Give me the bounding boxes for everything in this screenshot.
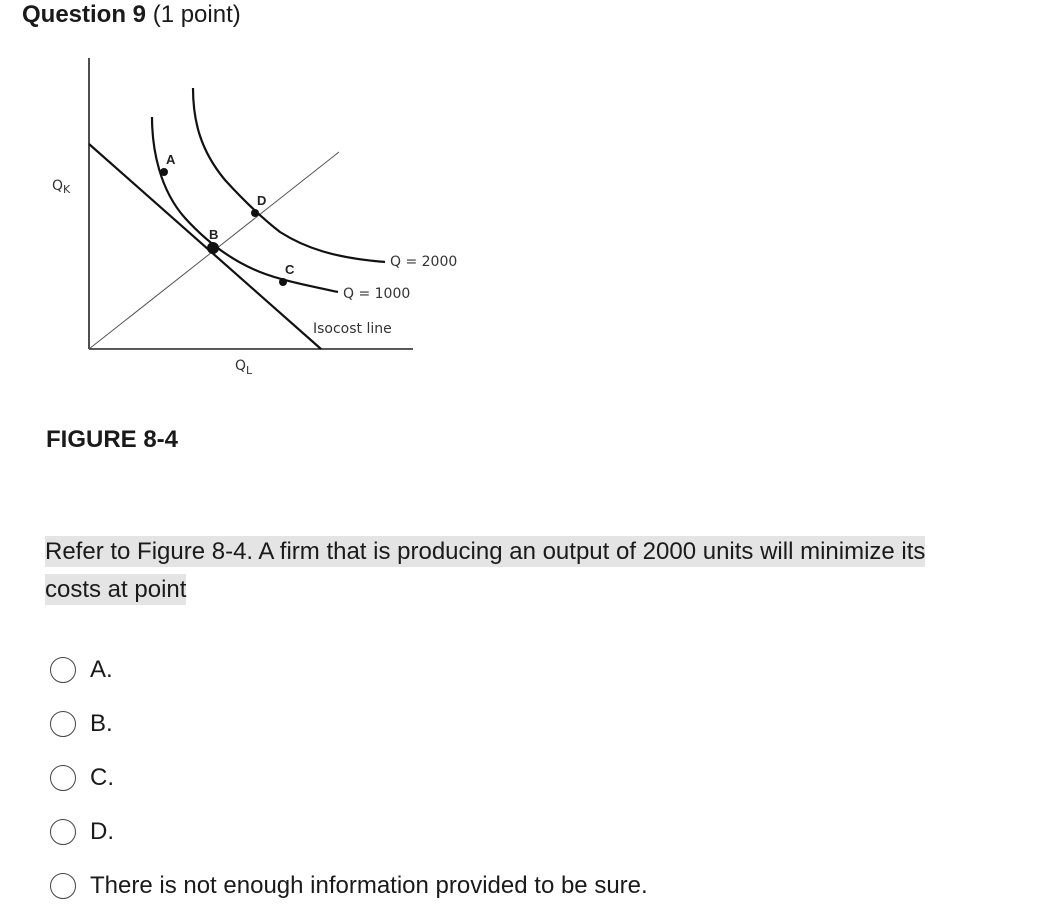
figure-8-4 <box>0 40 480 400</box>
y-axis-label <box>52 178 71 196</box>
y-axis-label-main: Q <box>52 178 64 194</box>
option-c[interactable] <box>50 751 950 805</box>
point-a <box>160 168 168 176</box>
isoquant-q2000 <box>193 88 385 262</box>
point-b <box>207 242 219 254</box>
question-prompt <box>45 533 1010 609</box>
option-a[interactable] <box>50 643 950 697</box>
point-c <box>279 278 287 286</box>
option-label-d: D. <box>90 818 114 845</box>
curve-q2000-label: Q = 2000 <box>390 254 458 270</box>
point-d-label: D <box>257 193 267 208</box>
radio-button-d[interactable] <box>50 819 76 845</box>
point-b-label: B <box>209 227 219 242</box>
option-label-e: There is not enough information provided to be sure. <box>90 872 648 899</box>
option-b[interactable] <box>50 697 950 751</box>
answer-options <box>50 643 950 913</box>
radio-button-a[interactable] <box>50 657 76 683</box>
radio-button-c[interactable] <box>50 765 76 791</box>
point-c-label: C <box>285 262 295 277</box>
y-axis-label-sub: K <box>63 183 71 196</box>
isoquant-diagram <box>0 40 480 400</box>
question-header <box>22 0 241 30</box>
option-label-c: C. <box>90 764 114 791</box>
isoquant-q1000 <box>152 117 338 292</box>
curve-q1000-label: Q = 1000 <box>343 286 411 302</box>
question-prompt-line1: Refer to Figure 8-4. A firm that is producing an output of 2000 units will minimize its <box>45 538 926 565</box>
figure-caption: FIGURE 8-4 <box>46 426 179 453</box>
isocost-label: Isocost line <box>313 321 392 337</box>
isocost-line <box>89 144 321 349</box>
question-prompt-line2: costs at point <box>45 576 187 603</box>
radio-button-e[interactable] <box>50 873 76 899</box>
question-title: Question 9 <box>22 1 147 28</box>
x-axis-label <box>235 358 253 377</box>
option-label-b: B. <box>90 710 113 737</box>
question-points: (1 point) <box>152 1 241 28</box>
radio-button-b[interactable] <box>50 711 76 737</box>
x-axis-label-main: Q <box>235 358 247 374</box>
point-a-label: A <box>166 152 176 167</box>
point-d <box>251 209 259 217</box>
option-label-a: A. <box>90 656 113 683</box>
x-axis-label-sub: L <box>246 364 253 377</box>
option-d[interactable] <box>50 805 950 859</box>
option-e[interactable] <box>50 859 950 913</box>
